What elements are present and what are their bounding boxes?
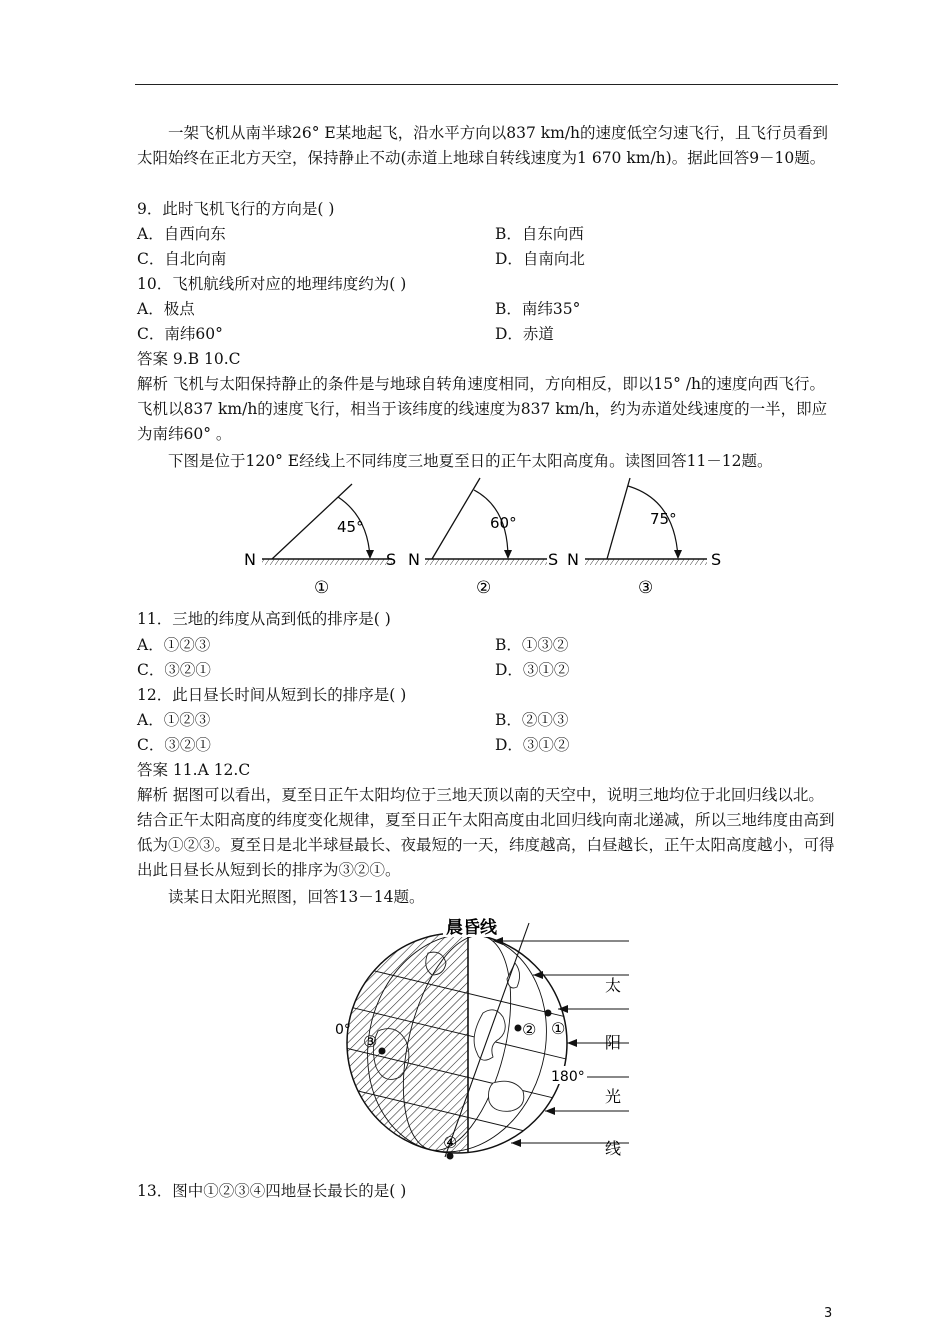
- sun-ray: [607, 478, 630, 559]
- ground-hatch: [262, 559, 392, 565]
- panel-number: ②: [476, 578, 492, 598]
- sun-label-3: 光: [605, 1087, 622, 1106]
- q10-option-a: A．极点: [137, 300, 195, 318]
- sun-altitude-figure: [240, 472, 720, 597]
- point-3-dot: [379, 1048, 386, 1055]
- q11-option-d: D．③①②: [495, 661, 570, 679]
- answer-9-10: 答案 9.B 10.C: [137, 350, 241, 368]
- continent-outline: [474, 1010, 505, 1060]
- q9-option-a: A．自西向东: [137, 225, 226, 243]
- sun-ray: [432, 478, 480, 559]
- angle-label: 45°: [337, 518, 364, 536]
- continent-outline: [489, 1081, 524, 1111]
- ground-hatch: [425, 559, 547, 565]
- south-label: S: [548, 550, 559, 569]
- arc-arrow: [504, 550, 512, 559]
- arc-arrow: [674, 550, 682, 559]
- answer-11-12: 答案 11.A 12.C: [137, 761, 251, 779]
- ground-hatch: [585, 559, 707, 565]
- q9-option-c: C．自北向南: [137, 250, 227, 268]
- question-10: 10．飞机航线所对应的地理纬度约为( ): [137, 275, 407, 293]
- q9-option-b: B．自东向西: [495, 225, 584, 243]
- 180-meridian-label: 180°: [551, 1069, 585, 1085]
- south-label: S: [711, 550, 722, 569]
- point-4-label: ④: [443, 1133, 458, 1152]
- north-label: N: [408, 550, 420, 569]
- header-rule: [135, 84, 838, 85]
- angle-label: 60°: [490, 514, 517, 532]
- q10-option-c: C．南纬60°: [137, 325, 223, 343]
- intro-13-14: 读某日太阳光照图，回答13－14题。: [168, 888, 425, 906]
- q10-option-b: B．南纬35°: [495, 300, 581, 318]
- point-3-label: ③: [363, 1032, 378, 1051]
- illumination-globe-figure: [333, 913, 633, 1163]
- q11-option-c: C．③②①: [137, 661, 211, 679]
- analysis-11-12: 解析 据图可以看出，夏至日正午太阳均位于三地天顶以南的天空中，说明三地均位于北回归线以北。结合正午太阳高度的纬度变化规律，夏至日正午太阳高度由北回归线向南北递减，所以三地纬度由高到低为①②③。夏至日是北半球昼最长、夜最短的一天，纬度越高，白昼越长，正午太阳高度越小，可得出此日昼长从短到长的排序为③②①。: [137, 786, 835, 879]
- intro-11-12: 下图是位于120° E经线上不同纬度三地夏至日的正午太阳高度角。读图回答11－12题。: [168, 452, 773, 470]
- parallel-line: [333, 1085, 633, 1157]
- terminator-label: 晨昏线: [446, 918, 497, 938]
- point-1-label: ①: [551, 1019, 566, 1038]
- night-area: [343, 928, 468, 1158]
- question-11: 11．三地的纬度从高到低的排序是( ): [137, 610, 391, 628]
- panel-3: [567, 478, 721, 598]
- page-number: 3: [824, 1306, 833, 1321]
- point-2-dot: [515, 1025, 522, 1032]
- arc-arrow: [366, 550, 374, 559]
- analysis-9-10: 解析 飞机与太阳保持静止的条件是与地球自转角速度相同，方向相反，即以15° /h的速度向西飞行。飞机以837 km/h的速度飞行，相当于该纬度的线速度为837 km/h，约为赤道处线速度的一半，即应为南纬60° 。: [137, 375, 828, 443]
- q12-option-d: D．③①②: [495, 736, 570, 754]
- sun-label-1: 太: [605, 976, 622, 995]
- panel-number: ③: [638, 578, 654, 598]
- intro-9-10: 一架飞机从南半球26° E某地起飞，沿水平方向以837 km/h的速度低空匀速飞行，且飞行员看到太阳始终在正北方天空，保持静止不动(赤道上地球自转线速度为1 670 km/h)。据此回答9－10题。: [137, 124, 829, 167]
- q11-option-b: B．①③②: [495, 636, 569, 654]
- question-12: 12．此日昼长时间从短到长的排序是( ): [137, 686, 407, 704]
- zero-meridian-label: 0°: [335, 1022, 351, 1038]
- question-9: 9．此时飞机飞行的方向是( ): [137, 200, 335, 218]
- angle-label: 75°: [650, 510, 677, 528]
- sun-label-2: 阳: [605, 1033, 622, 1052]
- north-label: N: [567, 550, 579, 569]
- point-2-label: ②: [522, 1020, 537, 1039]
- q9-option-d: D．自南向北: [495, 250, 585, 268]
- q10-option-d: D．赤道: [495, 325, 554, 343]
- q12-option-a: A．①②③: [137, 711, 211, 729]
- question-13: 13．图中①②③④四地昼长最长的是( ): [137, 1182, 407, 1200]
- panel-1: [244, 484, 396, 598]
- q12-option-b: B．②①③: [495, 711, 569, 729]
- south-label: S: [386, 550, 397, 569]
- point-1-dot: [545, 1010, 552, 1017]
- sun-label-4: 线: [605, 1139, 622, 1158]
- panel-2: [408, 478, 558, 598]
- panel-number: ①: [314, 578, 330, 598]
- north-label: N: [244, 550, 256, 569]
- point-4-dot: [447, 1153, 454, 1160]
- q12-option-c: C．③②①: [137, 736, 211, 754]
- q11-option-a: A．①②③: [137, 636, 211, 654]
